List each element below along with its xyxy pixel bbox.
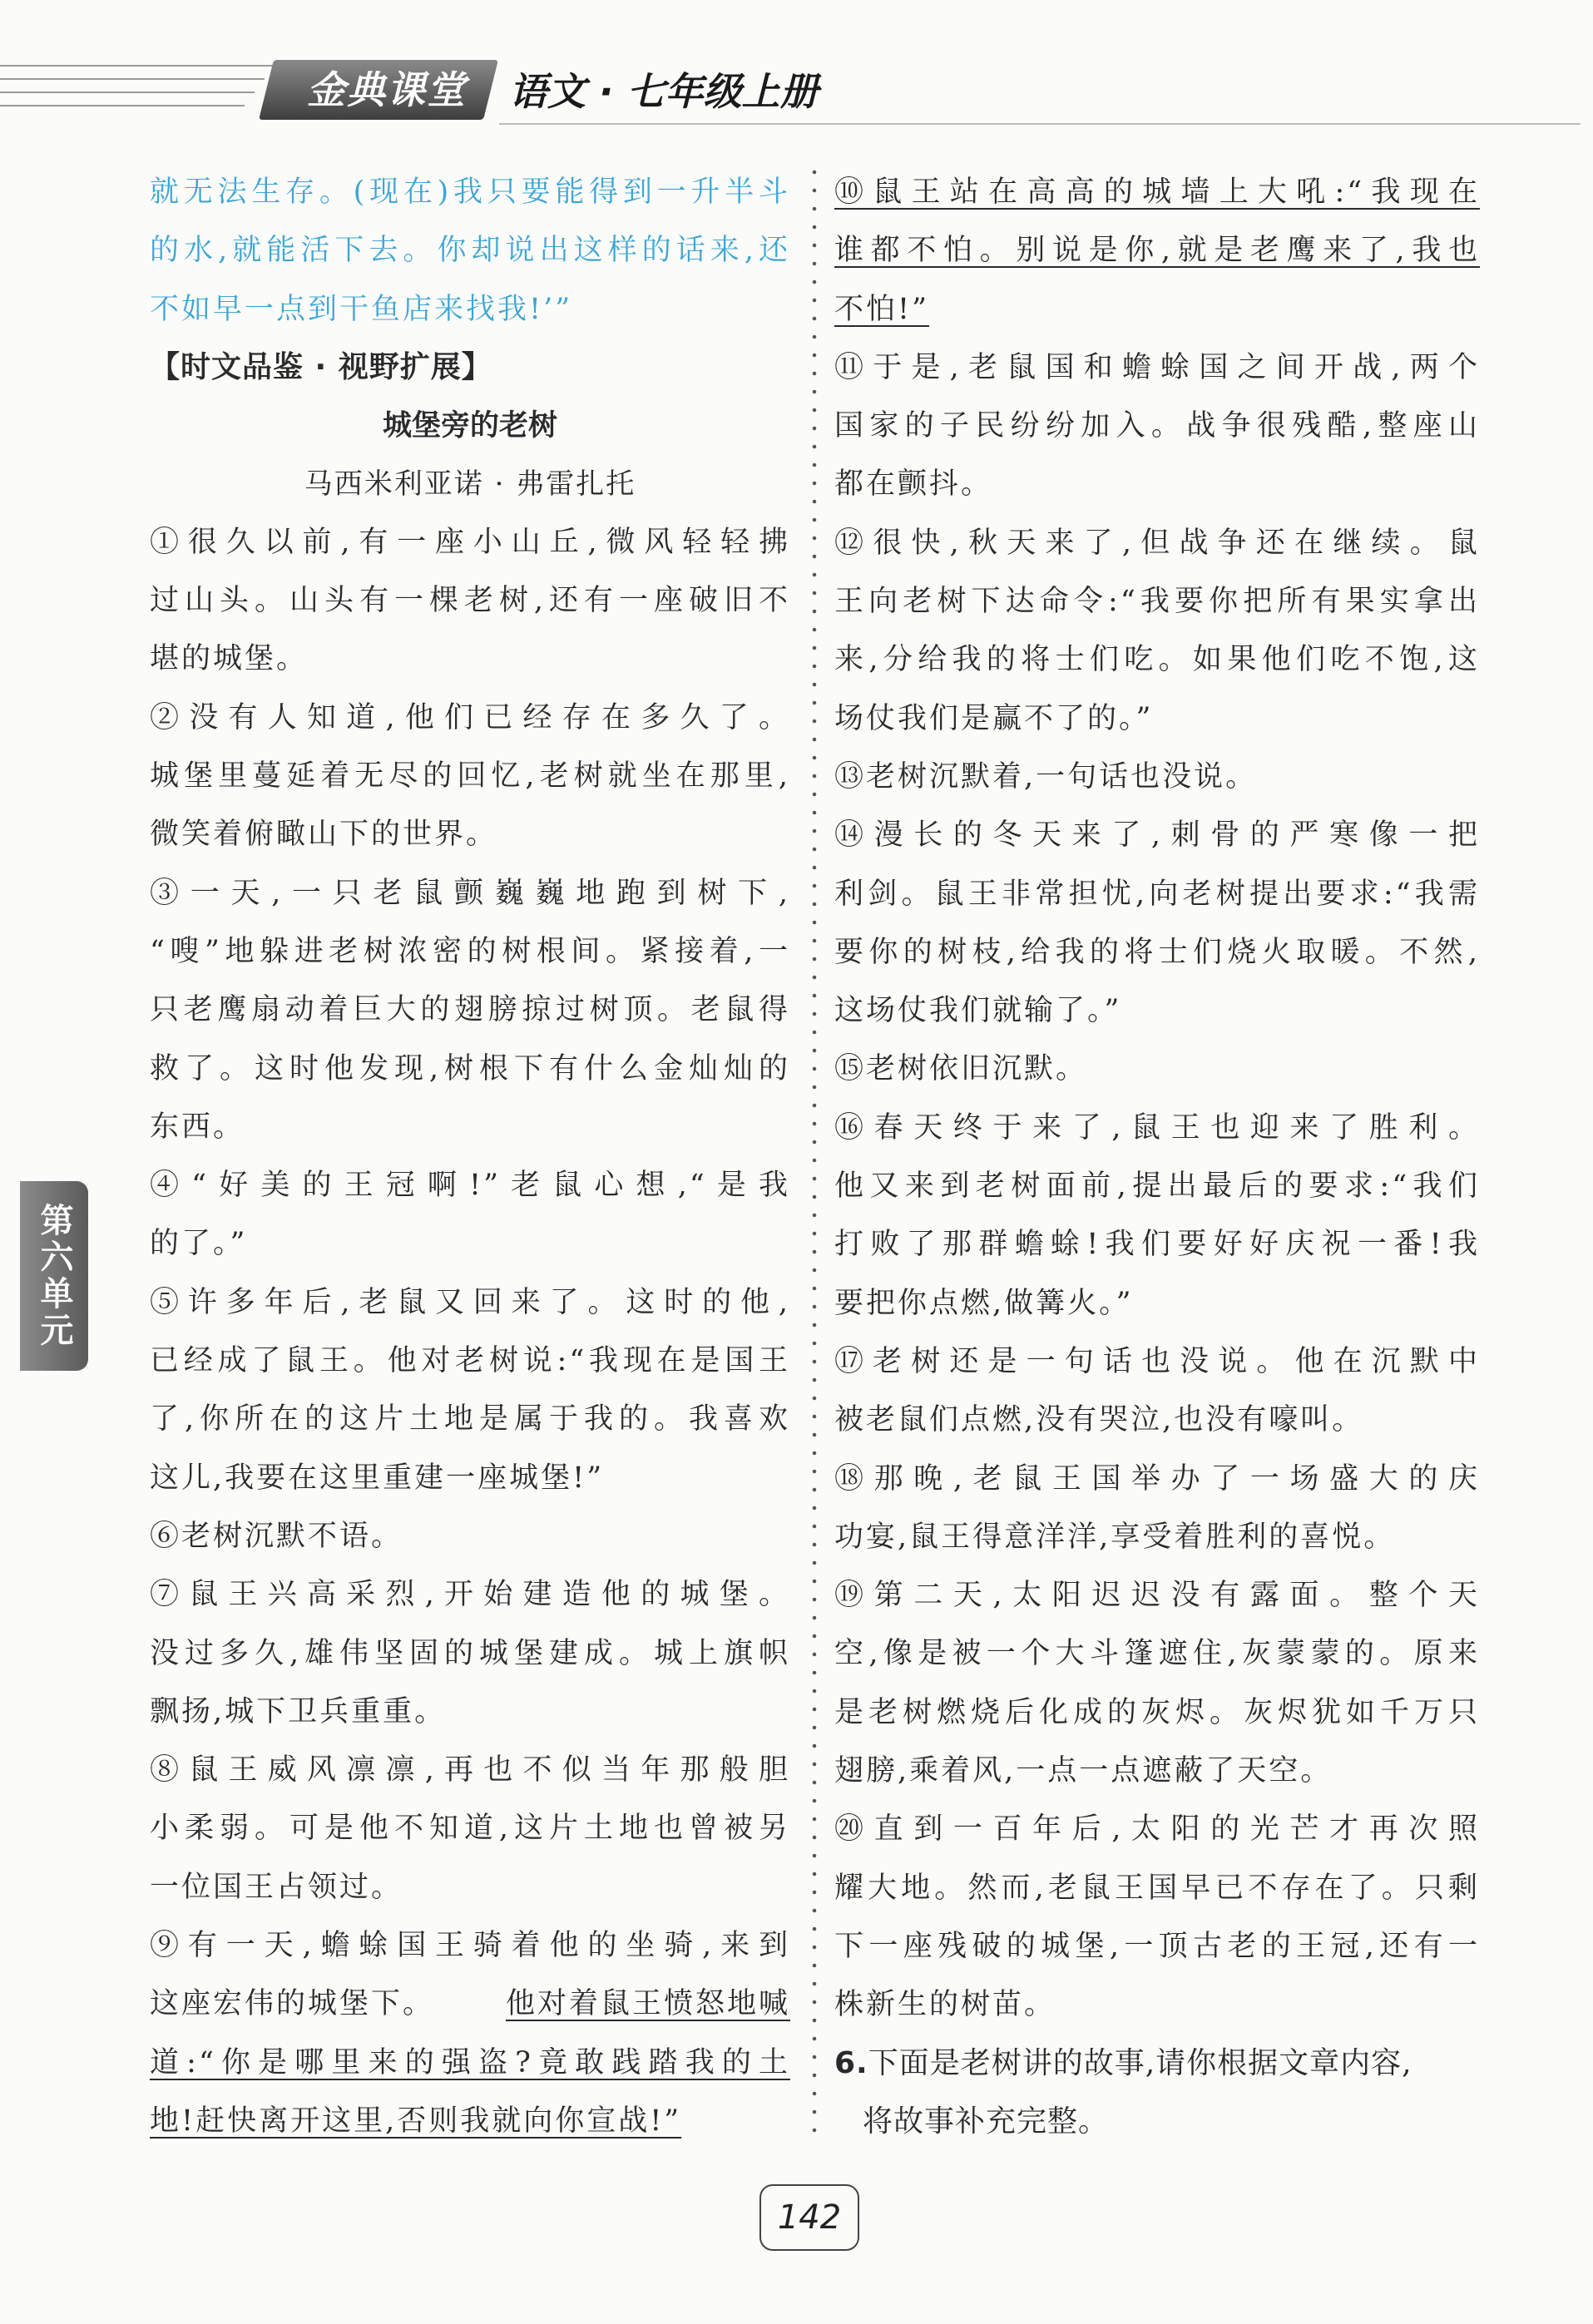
underlined-text-line: 道:“你是哪里来的强盗?竟敢践踏我的土 <box>150 2045 790 2079</box>
left-column <box>150 163 790 2150</box>
text-line: ③一天,一只老鼠颤巍巍地跑到树下, <box>150 876 790 910</box>
section-heading: 【时文品鉴 · 视野扩展】 <box>150 349 492 384</box>
text-line: 场仗我们是赢不了的。” <box>834 701 1154 735</box>
text-line: 都在颤抖。 <box>834 467 993 502</box>
column-divider <box>811 163 818 2143</box>
header-rule <box>0 78 265 80</box>
text-line: 过山头。山头有一棵老树,还有一座破旧不 <box>150 584 790 618</box>
text-line: ⑯春天终于来了,鼠王也迎来了胜利。 <box>834 1110 1480 1145</box>
text-line: ⑫很快,秋天来了,但战争还在继续。鼠 <box>834 526 1480 560</box>
answer-line: 不如早一点到干鱼店来找我!’” <box>150 292 573 326</box>
text-line: 是老树燃烧后化成的灰烬。灰烬犹如千万只 <box>834 1695 1480 1729</box>
text-line: “嗖”地躲进老树浓密的树根间。紧接着,一 <box>150 934 790 968</box>
header-rule <box>0 65 275 67</box>
text-line: ⑦鼠王兴高采烈,开始建造他的城堡。 <box>150 1578 790 1612</box>
answer-line: 就无法生存。(现在)我只要能得到一升半斗 <box>150 176 790 209</box>
text-line: 一位国王占领过。 <box>150 1870 403 1904</box>
underlined-text: 他对着鼠王愤怒地喊 <box>505 1987 790 2021</box>
text-line: 城堡里蔓延着无尽的回忆,老树就坐在那里, <box>150 759 790 794</box>
page-header <box>0 0 1593 133</box>
text-line: ⑲第二天,太阳迟迟没有露面。整个天 <box>834 1579 1480 1613</box>
text-line: 王向老树下达命令:“我要你把所有果实拿出 <box>834 585 1480 619</box>
text-line: ⑭漫长的冬天来了,刺骨的严寒像一把 <box>834 818 1480 853</box>
underlined-text-line: 不怕!” <box>834 292 929 326</box>
text-line: 微笑着俯瞰山下的世界。 <box>150 818 498 852</box>
text-line: 翅膀,乘着风,一点一点遮蔽了天空。 <box>834 1754 1333 1788</box>
right-column <box>834 163 1480 2151</box>
text-line: 救了。这时他发现,树根下有什么金灿灿的 <box>150 1051 790 1085</box>
text-line: 国家的子民纷纷加入。战争很残酷,整座山 <box>834 409 1480 443</box>
text-line: 飘扬,城下卫兵重重。 <box>150 1694 447 1728</box>
text-line: 这儿,我要在这里重建一座城堡!” <box>150 1461 605 1495</box>
text-line: ⑨有一天,蟾蜍国王骑着他的坐骑,来到 <box>150 1929 790 1963</box>
text-line <box>150 1975 790 2033</box>
text-line: 的了。” <box>150 1227 248 1261</box>
text-line: 来,分给我的将士们吃。如果他们吃不饱,这 <box>834 643 1480 677</box>
book-title: 语文 · 七年级上册 <box>509 69 819 114</box>
header-rule <box>0 91 255 93</box>
text-line: 要把你点燃,做篝火。” <box>834 1286 1134 1320</box>
text-segment: 这座宏伟的城堡下。 <box>150 1987 435 2021</box>
text-line: 小柔弱。可是他不知道,这片土地也曾被另 <box>150 1812 790 1846</box>
unit-side-tab: 第六单元 <box>20 1181 88 1371</box>
text-line: 没过多久,雄伟坚固的城堡建成。城上旗帜 <box>150 1636 790 1670</box>
text-line: ⑤许多年后,老鼠又回来了。这时的他, <box>150 1285 790 1319</box>
text-line: ①很久以前,有一座小山丘,微风轻轻拂 <box>150 525 790 559</box>
page-number: 142 <box>777 2198 842 2237</box>
text-line: 空,像是被一个大斗篷遮住,灰蒙蒙的。原来 <box>834 1637 1480 1671</box>
text-line: 已经成了鼠王。他对老树说:“我现在是国王 <box>150 1344 790 1378</box>
text-line: ⑰老树还是一句话也没说。他在沉默中 <box>834 1344 1480 1378</box>
header-rule <box>0 105 245 106</box>
text-line: ⑱那晚,老鼠王国举办了一场盛大的庆 <box>834 1461 1480 1496</box>
text-line: 堪的城堡。 <box>150 642 309 676</box>
underlined-text-line: 地!赶快离开这里,否则我就向你宣战!” <box>150 2104 682 2138</box>
text-line: 这场仗我们就输了。” <box>834 994 1122 1028</box>
text-line: 被老鼠们点燃,没有哭泣,也没有嚎叫。 <box>834 1403 1364 1437</box>
question-text-line2: 将故事补充完整。 <box>863 2104 1110 2139</box>
text-line: 功宴,鼠王得意洋洋,享受着胜利的喜悦。 <box>834 1520 1396 1554</box>
text-line: ⑳直到一百年后,太阳的光芒才再次照 <box>834 1812 1480 1847</box>
question-text: 下面是老树讲的故事,请你根据文章内容, <box>868 2045 1412 2080</box>
text-line: 利剑。鼠王非常担忧,向老树提出要求:“我需 <box>834 877 1480 911</box>
text-line: 东西。 <box>150 1110 245 1144</box>
text-line: 株新生的树苗。 <box>834 1988 1056 2022</box>
text-line: ⑥老树沉默不语。 <box>150 1519 403 1553</box>
text-line: ⑧鼠王威风凛凛,再也不似当年那般胆 <box>150 1753 790 1788</box>
underlined-text-line: ⑩鼠王站在高高的城墙上大吼:“我现在 <box>834 176 1480 209</box>
underlined-text-line: 谁都不怕。别说是你,就是老鹰来了,我也 <box>834 234 1480 268</box>
text-line: ⑮老树依旧沉默。 <box>834 1052 1088 1086</box>
text-line: ⑬老树沉默着,一句话也没说。 <box>834 759 1258 794</box>
question-number: 6. <box>834 2045 868 2080</box>
answer-line: 的水,就能活下去。你却说出这样的话来,还 <box>150 234 790 268</box>
text-line: 只老鹰扇动着巨大的翅膀掠过树顶。老鼠得 <box>150 993 790 1027</box>
brand-label: 金典课堂 <box>307 67 467 112</box>
text-line: ④“好美的王冠啊!”老鼠心想,“是我 <box>150 1169 790 1203</box>
text-line: ②没有人知道,他们已经存在多久了。 <box>150 700 790 734</box>
text-line: 了,你所在的这片土地是属于我的。我喜欢 <box>150 1402 790 1436</box>
text-line: 打败了那群蟾蜍!我们要好好庆祝一番!我 <box>834 1228 1480 1262</box>
text-line: ⑪于是,老鼠国和蟾蜍国之间开战,两个 <box>834 350 1480 384</box>
header-rule <box>499 123 1581 125</box>
article-title: 城堡旁的老树 <box>382 408 557 443</box>
article-author: 马西米利亚诺 · 弗雷扎托 <box>304 467 636 501</box>
text-line: 他又来到老树面前,提出最后的要求:“我们 <box>834 1169 1480 1204</box>
text-line: 要你的树枝,给我的将士们烧火取暖。不然, <box>834 935 1480 969</box>
text-line: 耀大地。然而,老鼠王国早已不存在了。只剩 <box>834 1871 1480 1905</box>
question-6 <box>834 2035 1480 2093</box>
text-line: 下一座残破的城堡,一顶古老的王冠,还有一 <box>834 1929 1480 1963</box>
